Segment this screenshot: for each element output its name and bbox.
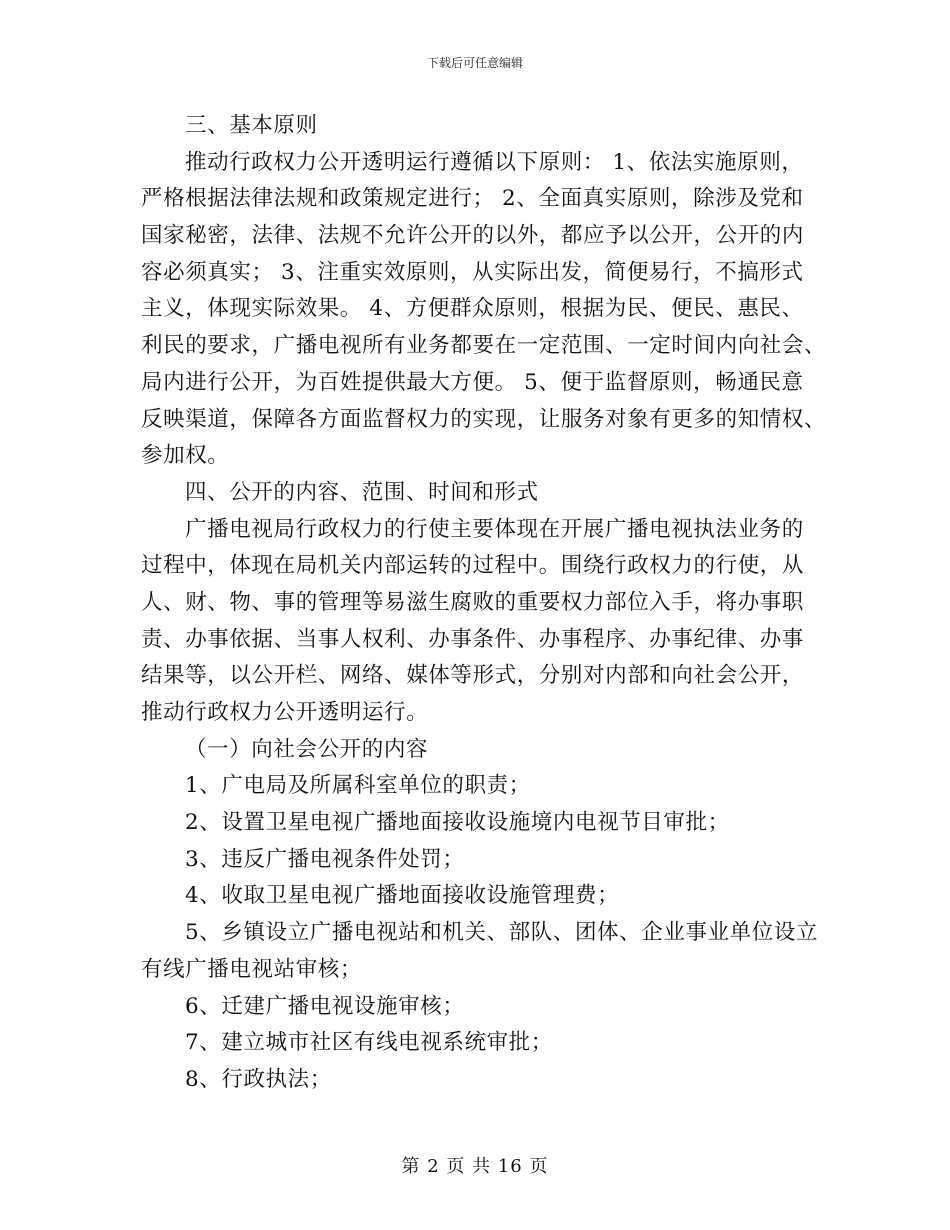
text-line: 主义，体现实际效果。 4、方便群众原则，根据为民、便民、惠民、	[141, 296, 804, 322]
text-line: 参加权。	[141, 443, 230, 469]
text-line: 严格根据法律法规和政策规定进行； 2、全面真实原则，除涉及党和	[141, 186, 804, 212]
text-line: 推动行政权力公开透明运行遵循以下原则： 1、依法实施原则，	[185, 149, 804, 175]
text-line: 有线广播电视站审核；	[141, 956, 363, 982]
text-line: 结果等，以公开栏、网络、媒体等形式，分别对内部和向社会公开，	[141, 663, 805, 689]
text-line: 1、广电局及所属科室单位的职责；	[185, 773, 531, 799]
text-line: 广播电视局行政权力的行使主要体现在开展广播电视执法业务的	[185, 516, 804, 542]
text-line: 容必须真实； 3、注重实效原则，从实际出发，简便易行，不搞形式	[141, 259, 804, 285]
text-line: 过程中，体现在局机关内部运转的过程中。围绕行政权力的行使，从	[141, 553, 805, 579]
text-line: 人、财、物、事的管理等易滋生腐败的重要权力部位入手，将办事职	[141, 589, 805, 615]
text-line: 推动行政权力公开透明运行。	[141, 700, 429, 725]
text-line: 利民的要求，广播电视所有业务都要在一定范围、一定时间内向社会、	[141, 333, 827, 359]
text-line: （一）向社会公开的内容	[185, 736, 429, 762]
text-line: 6、迁建广播电视设施审核；	[185, 993, 465, 1019]
page-header: 下载后可任意编辑	[426, 56, 523, 70]
text-line: 反映渠道，保障各方面监督权力的实现，让服务对象有更多的知情权、	[141, 406, 827, 432]
document-body	[141, 108, 827, 1099]
text-line: 7、建立城市社区有线电视系统审批；	[185, 1030, 553, 1056]
text-line: 5、乡镇设立广播电视站和机关、部队、团体、企业事业单位设立	[185, 920, 819, 946]
text-line: 四、公开的内容、范围、时间和形式	[185, 479, 539, 505]
page-footer: 第 2 页 共 16 页	[401, 1156, 549, 1177]
text-line: 4、收取卫星电视广播地面接收设施管理费；	[185, 883, 620, 909]
text-line: 3、违反广播电视条件处罚；	[185, 846, 465, 872]
text-line: 局内进行公开，为百姓提供最大方便。 5、便于监督原则，畅通民意	[141, 369, 804, 395]
text-line: 国家秘密，法律、法规不允许公开的以外，都应予以公开，公开的内	[141, 223, 805, 249]
text-line: 8、行政执法；	[185, 1066, 332, 1092]
text-line: 责、办事依据、当事人权利、办事条件、办事程序、办事纪律、办事	[141, 626, 805, 652]
text-line: 三、基本原则	[185, 113, 318, 138]
text-line: 2、设置卫星电视广播地面接收设施境内电视节目审批；	[185, 810, 730, 836]
